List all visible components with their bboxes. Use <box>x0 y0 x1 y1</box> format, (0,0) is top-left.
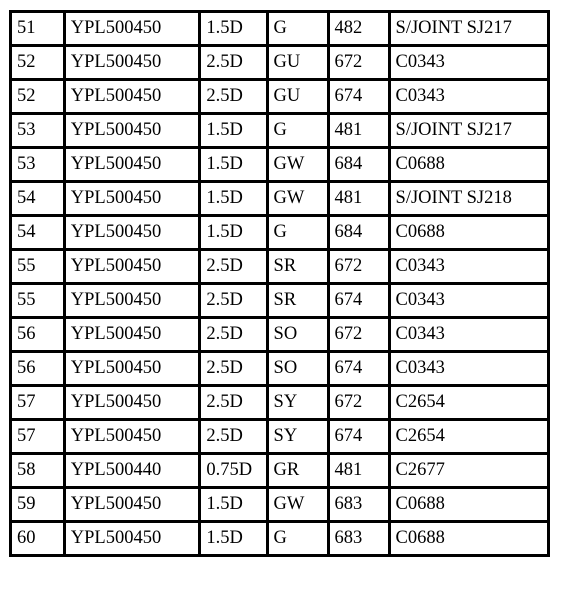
size-cell: 1.5D <box>201 115 265 146</box>
connector-cell: C0688 <box>391 149 547 180</box>
size-cell: 2.5D <box>201 47 265 78</box>
connector-cell: C2654 <box>391 387 547 418</box>
table-row <box>12 387 547 418</box>
table-row <box>12 251 547 282</box>
part-number-cell: YPL500450 <box>66 217 199 248</box>
connector-cell: C0688 <box>391 489 547 520</box>
row-number-cell: 57 <box>12 387 63 418</box>
connector-cell: C0343 <box>391 251 547 282</box>
row-number-cell: 55 <box>12 251 63 282</box>
table-row <box>12 319 547 350</box>
table-row <box>12 523 547 554</box>
part-number-cell: YPL500450 <box>66 251 199 282</box>
row-number-cell: 59 <box>12 489 63 520</box>
color-cell: SO <box>269 319 327 350</box>
part-number-cell: YPL500450 <box>66 387 199 418</box>
size-cell: 1.5D <box>201 149 265 180</box>
wire-list-table <box>9 10 550 557</box>
circuit-cell: 674 <box>330 285 388 316</box>
size-cell: 2.5D <box>201 251 265 282</box>
size-cell: 1.5D <box>201 523 265 554</box>
color-cell: GR <box>269 455 327 486</box>
table-row <box>12 47 547 78</box>
color-cell: SR <box>269 285 327 316</box>
row-number-cell: 57 <box>12 421 63 452</box>
row-number-cell: 56 <box>12 319 63 350</box>
row-number-cell: 51 <box>12 13 63 44</box>
part-number-cell: YPL500450 <box>66 13 199 44</box>
table-row <box>12 455 547 486</box>
color-cell: SO <box>269 353 327 384</box>
wire-list-body <box>12 13 547 554</box>
row-number-cell: 53 <box>12 115 63 146</box>
row-number-cell: 58 <box>12 455 63 486</box>
part-number-cell: YPL500450 <box>66 353 199 384</box>
connector-cell: C0688 <box>391 523 547 554</box>
row-number-cell: 54 <box>12 217 63 248</box>
row-number-cell: 52 <box>12 47 63 78</box>
part-number-cell: YPL500450 <box>66 285 199 316</box>
row-number-cell: 60 <box>12 523 63 554</box>
part-number-cell: YPL500450 <box>66 183 199 214</box>
color-cell: G <box>269 523 327 554</box>
circuit-cell: 683 <box>330 489 388 520</box>
connector-cell: C2677 <box>391 455 547 486</box>
row-number-cell: 53 <box>12 149 63 180</box>
size-cell: 1.5D <box>201 489 265 520</box>
part-number-cell: YPL500440 <box>66 455 199 486</box>
part-number-cell: YPL500450 <box>66 149 199 180</box>
size-cell: 2.5D <box>201 421 265 452</box>
circuit-cell: 672 <box>330 251 388 282</box>
connector-cell: S/JOINT SJ217 <box>391 115 547 146</box>
table-row <box>12 353 547 384</box>
circuit-cell: 683 <box>330 523 388 554</box>
circuit-cell: 672 <box>330 319 388 350</box>
circuit-cell: 672 <box>330 387 388 418</box>
color-cell: GU <box>269 47 327 78</box>
part-number-cell: YPL500450 <box>66 115 199 146</box>
circuit-cell: 684 <box>330 217 388 248</box>
color-cell: G <box>269 115 327 146</box>
size-cell: 1.5D <box>201 183 265 214</box>
connector-cell: C0343 <box>391 285 547 316</box>
connector-cell: S/JOINT SJ217 <box>391 13 547 44</box>
circuit-cell: 482 <box>330 13 388 44</box>
size-cell: 0.75D <box>201 455 265 486</box>
table-row <box>12 421 547 452</box>
color-cell: GW <box>269 149 327 180</box>
table-row <box>12 13 547 44</box>
color-cell: GW <box>269 489 327 520</box>
size-cell: 2.5D <box>201 387 265 418</box>
size-cell: 2.5D <box>201 81 265 112</box>
part-number-cell: YPL500450 <box>66 319 199 350</box>
color-cell: SY <box>269 421 327 452</box>
part-number-cell: YPL500450 <box>66 81 199 112</box>
row-number-cell: 52 <box>12 81 63 112</box>
color-cell: SY <box>269 387 327 418</box>
part-number-cell: YPL500450 <box>66 489 199 520</box>
circuit-cell: 674 <box>330 353 388 384</box>
color-cell: GW <box>269 183 327 214</box>
connector-cell: C0343 <box>391 47 547 78</box>
circuit-cell: 674 <box>330 81 388 112</box>
table-row <box>12 489 547 520</box>
part-number-cell: YPL500450 <box>66 421 199 452</box>
table-row <box>12 81 547 112</box>
connector-cell: S/JOINT SJ218 <box>391 183 547 214</box>
table-row <box>12 183 547 214</box>
connector-cell: C0343 <box>391 319 547 350</box>
connector-cell: C0688 <box>391 217 547 248</box>
color-cell: SR <box>269 251 327 282</box>
row-number-cell: 56 <box>12 353 63 384</box>
color-cell: G <box>269 217 327 248</box>
circuit-cell: 481 <box>330 455 388 486</box>
table-row <box>12 149 547 180</box>
color-cell: G <box>269 13 327 44</box>
row-number-cell: 55 <box>12 285 63 316</box>
connector-cell: C0343 <box>391 81 547 112</box>
row-number-cell: 54 <box>12 183 63 214</box>
table-row <box>12 115 547 146</box>
size-cell: 2.5D <box>201 285 265 316</box>
circuit-cell: 674 <box>330 421 388 452</box>
color-cell: GU <box>269 81 327 112</box>
part-number-cell: YPL500450 <box>66 47 199 78</box>
table-row <box>12 285 547 316</box>
connector-cell: C0343 <box>391 353 547 384</box>
circuit-cell: 684 <box>330 149 388 180</box>
circuit-cell: 481 <box>330 183 388 214</box>
circuit-cell: 672 <box>330 47 388 78</box>
size-cell: 1.5D <box>201 13 265 44</box>
connector-cell: C2654 <box>391 421 547 452</box>
table-row <box>12 217 547 248</box>
size-cell: 1.5D <box>201 217 265 248</box>
size-cell: 2.5D <box>201 353 265 384</box>
circuit-cell: 481 <box>330 115 388 146</box>
size-cell: 2.5D <box>201 319 265 350</box>
part-number-cell: YPL500450 <box>66 523 199 554</box>
